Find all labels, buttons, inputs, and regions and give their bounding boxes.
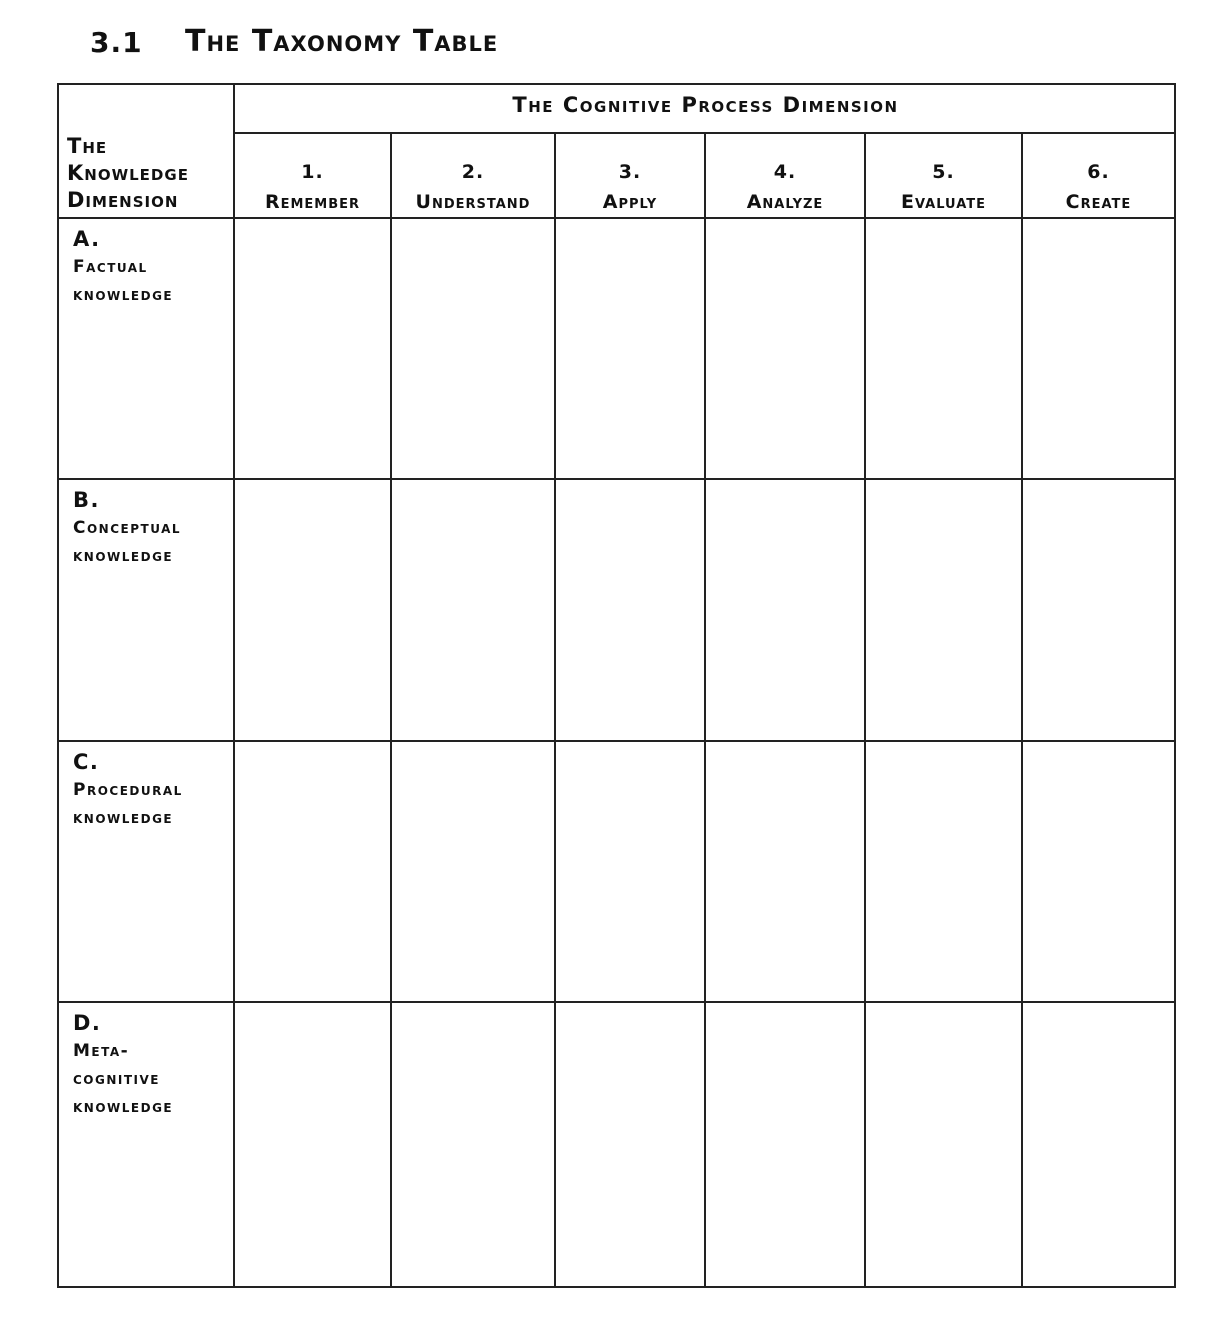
row-label-line: knowledge <box>73 1097 174 1117</box>
knowledge-header-line: The <box>67 134 108 158</box>
column-number: 1. <box>301 161 324 183</box>
column-label: Remember <box>264 191 361 213</box>
column-header-remember <box>235 157 390 217</box>
column-number: 4. <box>773 161 797 183</box>
column-header-apply <box>556 157 704 217</box>
grid-line <box>59 217 1174 219</box>
column-label: Analyze <box>746 191 824 213</box>
grid-line <box>59 478 1174 480</box>
column-header-create <box>1023 157 1174 217</box>
grid-line <box>1021 134 1023 1286</box>
grid-line <box>59 1001 1174 1003</box>
row-letter: D. <box>73 1011 102 1035</box>
row-letter: C. <box>73 750 100 774</box>
grid-line <box>59 740 1174 742</box>
column-header-evaluate <box>866 157 1021 217</box>
row-label-line: Procedural <box>73 780 183 800</box>
column-header-understand <box>392 157 554 217</box>
row-label-line: Factual <box>73 257 148 277</box>
knowledge-header-line: Dimension <box>67 188 179 212</box>
column-label: Evaluate <box>901 191 986 213</box>
grid-line <box>233 85 235 1286</box>
row-letter: A. <box>73 227 101 251</box>
row-label-line: knowledge <box>73 546 174 566</box>
grid-line <box>390 134 392 1286</box>
grid-line <box>554 134 556 1286</box>
row-label-line: cognitive <box>73 1069 160 1089</box>
grid-line <box>864 134 866 1286</box>
cognitive-dimension-header: The Cognitive Process Dimension <box>512 93 899 117</box>
row-label-factual <box>73 225 173 309</box>
column-number: 5. <box>932 161 955 183</box>
row-label-procedural <box>73 748 183 832</box>
grid-line <box>704 134 706 1286</box>
column-number: 3. <box>618 161 642 183</box>
column-label: Create <box>1065 191 1132 213</box>
row-label-conceptual <box>73 486 181 570</box>
knowledge-header-line: Knowledge <box>67 161 189 185</box>
row-label-line: knowledge <box>73 808 174 828</box>
row-label-line: Conceptual <box>73 518 182 538</box>
column-number: 2. <box>461 161 485 183</box>
row-label-metacognitive <box>73 1009 173 1121</box>
column-header-analyze <box>706 157 864 217</box>
column-number: 6. <box>1087 161 1110 183</box>
grid-line <box>233 132 1174 134</box>
knowledge-dimension-header <box>67 133 189 214</box>
row-letter: B. <box>73 488 100 512</box>
column-label: Apply <box>602 191 658 213</box>
page-title: The Taxonomy Table <box>185 24 499 59</box>
row-label-line: Meta- <box>73 1041 130 1061</box>
row-label-line: knowledge <box>73 285 174 305</box>
section-number: 3.1 <box>90 26 143 59</box>
column-label: Understand <box>415 191 531 213</box>
taxonomy-table <box>57 83 1176 1288</box>
